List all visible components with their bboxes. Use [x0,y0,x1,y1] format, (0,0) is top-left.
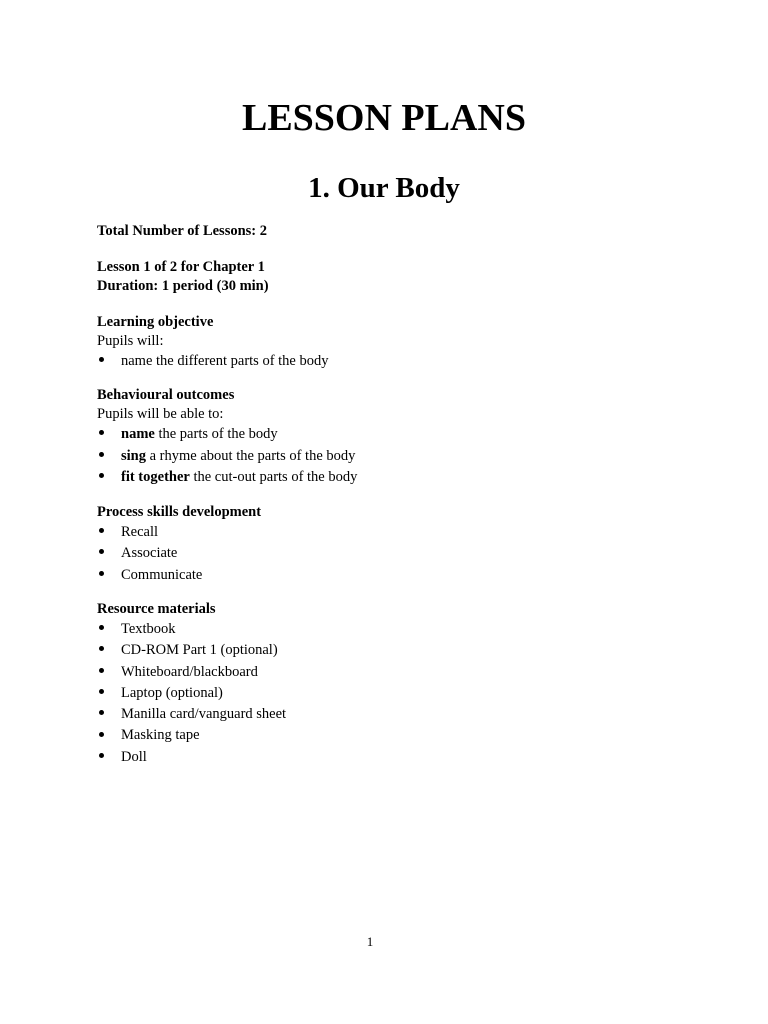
learning-objective-intro: Pupils will: [97,333,164,349]
bullet-icon [97,704,111,725]
outcome-text: the parts of the body [154,426,278,442]
list-item [97,424,697,446]
bullet-icon [97,683,111,704]
page-title: LESSON PLANS [241,97,527,139]
list-item-text: Laptop (optional) [121,684,223,701]
list-item-text: Masking tape [121,727,200,744]
list-item [97,725,697,746]
learning-objective-heading: Learning objective [97,314,214,330]
list-item-text: Textbook [121,621,176,637]
list-item-text: name the different parts of the body [121,353,329,369]
list-item-text: Associate [121,545,178,561]
bullet-icon [97,446,111,468]
list-item [97,446,697,468]
list-item [97,565,697,587]
bullet-icon [97,565,111,587]
list-item [97,467,697,489]
bullet-icon [97,522,111,544]
duration-line: Duration: 1 period (30 min) [97,278,269,294]
list-item-text: Whiteboard/blackboard [121,663,258,680]
list-item-text: Manilla card/vanguard sheet [121,706,287,723]
process-skills-heading: Process skills development [97,503,262,520]
outcome-verb: sing [121,447,146,464]
list-item-text: CD-ROM Part 1 (optional) [121,642,278,659]
list-item [97,683,697,704]
list-item [97,747,697,768]
page-number: 1 [366,934,374,949]
bullet-icon [97,424,111,446]
chapter-title: 1. Our Body [308,172,460,204]
process-skills-list [97,522,697,587]
outcome-text: the cut-out parts of the body [189,469,358,485]
total-lessons: Total Number of Lessons: 2 [97,223,267,239]
list-item-text: Doll [121,748,147,765]
lesson-plan-content [97,222,697,768]
list-item [97,351,697,372]
behavioural-outcomes-intro: Pupils will be able to: [97,406,224,422]
lesson-line: Lesson 1 of 2 for Chapter 1 [97,259,265,275]
bullet-icon [97,543,111,565]
list-item-text: Communicate [121,566,203,583]
list-item [97,522,697,544]
list-item [97,543,697,565]
learning-objective-list [97,351,697,372]
list-item-text: Recall [121,523,159,540]
list-item [97,640,697,661]
bullet-icon [97,747,111,768]
outcome-verb: name [121,426,155,442]
bullet-icon [97,640,111,661]
list-item [97,619,697,640]
list-item [97,662,697,683]
bullet-icon [97,662,111,683]
resource-materials-heading: Resource materials [97,601,216,617]
outcome-text: a rhyme about the parts of the body [146,447,356,464]
list-item [97,704,697,725]
behavioural-outcomes-heading: Behavioural outcomes [97,387,235,403]
bullet-icon [97,467,111,489]
bullet-icon [97,351,111,372]
bullet-icon [97,619,111,640]
resource-materials-list [97,619,697,768]
behavioural-outcomes-list [97,424,697,489]
bullet-icon [97,725,111,746]
outcome-verb: fit together [121,469,190,485]
